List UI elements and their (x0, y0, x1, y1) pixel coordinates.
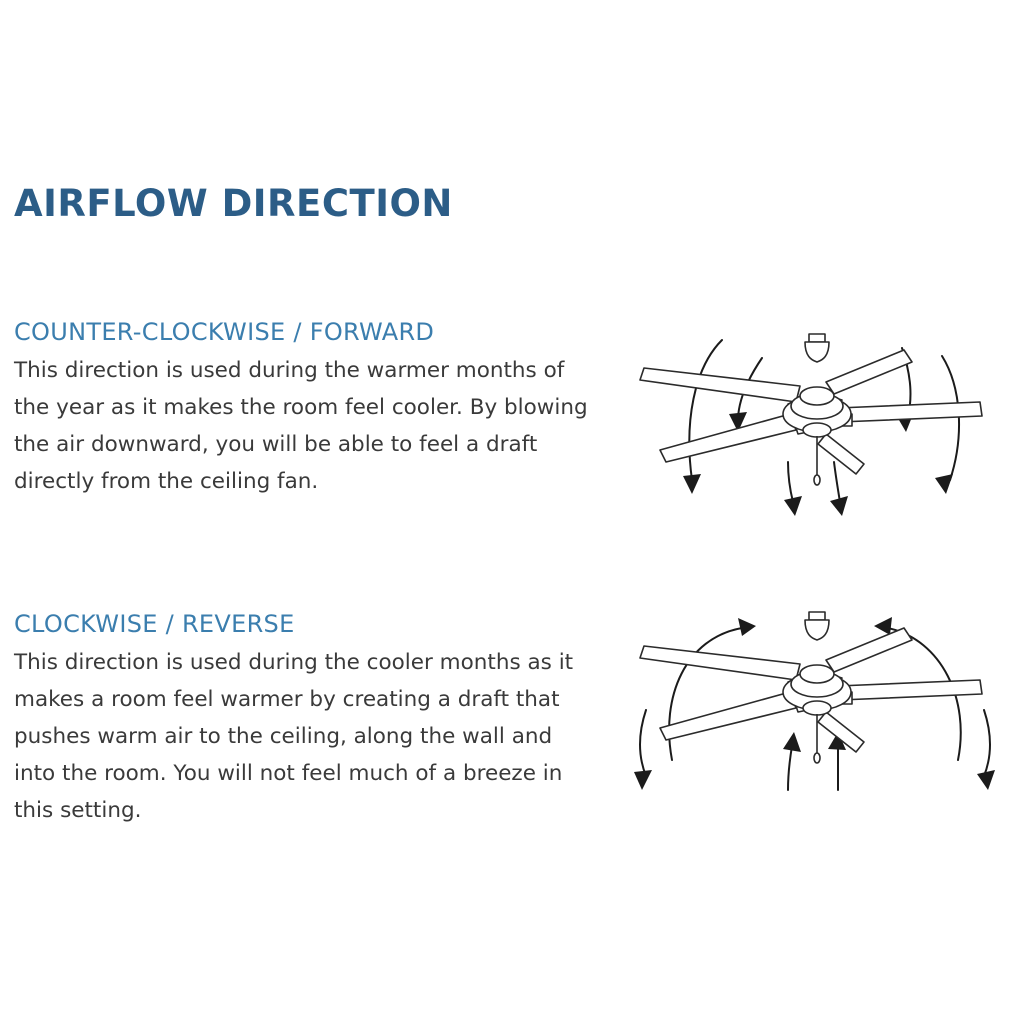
section-heading-clockwise: CLOCKWISE / REVERSE (14, 610, 295, 638)
diagram-ceiling-fan-downward (612, 322, 1012, 552)
section-clockwise (14, 610, 594, 829)
section-body-clockwise: This direction is used during the cooler months as it makes a room feel warmer by creating a draft that pushes warm air to the ceiling, along the wall and into the room. You will not feel much of a breeze in this setting. (14, 650, 574, 823)
page-title: AIRFLOW DIRECTION (14, 182, 453, 225)
section-body-counter-clockwise: This direction is used during the warmer months of the year as it makes the room feel cooler. By blowing the air downward, you will be able to feel a draft directly from the ceiling fan. (14, 358, 588, 494)
section-heading-counter-clockwise: COUNTER-CLOCKWISE / FORWARD (14, 318, 435, 346)
section-counter-clockwise (14, 318, 594, 500)
diagram-ceiling-fan-upward (612, 600, 1012, 830)
